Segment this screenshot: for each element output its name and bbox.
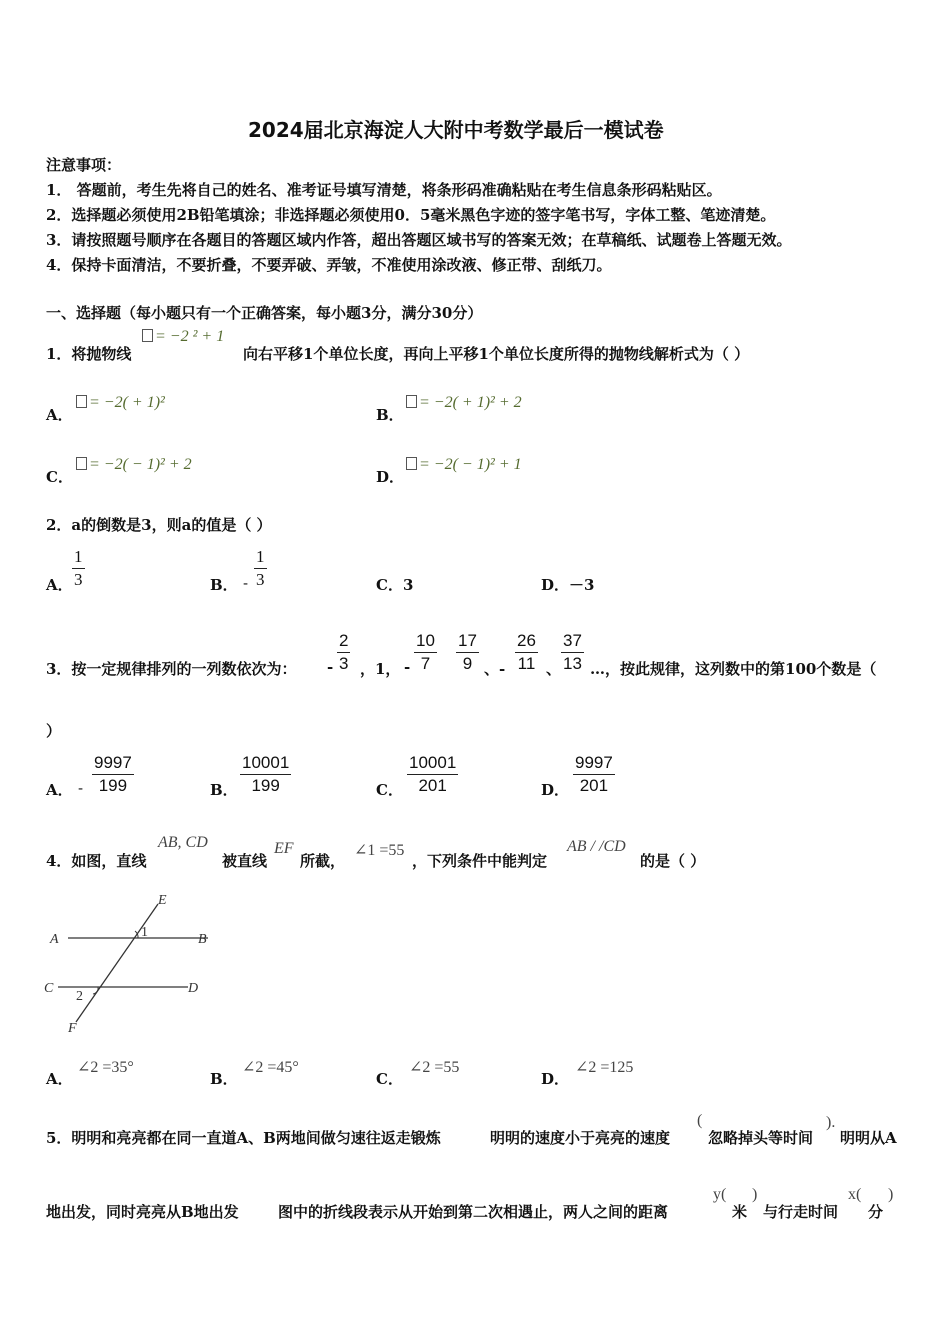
q2-stem: 2．a的倒数是3，则a的值是（ ） (46, 516, 272, 534)
q5-line2-c: 与行走时间 (763, 1203, 839, 1221)
q4-stem-2: 被直线 (222, 852, 268, 870)
q5-x-unit: 分 (868, 1203, 884, 1221)
notice-item-3: 3．请按照题号顺序在各题目的答题区域内作答，超出答题区域书写的答案无效；在草稿纸、试题卷上答题无效。 (46, 231, 792, 249)
q3-stem-post: …，按此规律，这列数中的第100个数是（ (590, 660, 877, 678)
q2-option-b-label: B． (210, 576, 238, 594)
label-e: E (158, 893, 167, 908)
q5-line2-a: 地出发，同时亮亮从B地出发 (46, 1203, 239, 1221)
q2-option-a-label: A． (46, 576, 73, 594)
q5-line1-c: 忽略掉头等时间 (708, 1129, 814, 1147)
q4-stem-4: ，下列条件中能判定 (412, 852, 548, 870)
q4-option-b-label: B． (210, 1070, 238, 1088)
q3-option-d-label: D． (541, 781, 570, 799)
q3-option-b-label: B． (210, 781, 238, 799)
label-c: C (44, 981, 54, 996)
q4-option-b-expr: ∠2 =45° (242, 1059, 299, 1076)
q4-math-ab-cd: AB, CD (158, 834, 208, 851)
q5-line2-b: 图中的折线段表示从开始到第二次相遇止，两人之间的距离 (278, 1203, 669, 1221)
q3-option-b-fraction: $\frac{10001}{199}$ (242, 753, 290, 795)
q1-stem-post: 向右平移1个单位长度，再向上平移1个单位长度所得的抛物线解析式为（ ） (243, 345, 750, 363)
q3-seq-6-sign: 、 (546, 660, 562, 678)
q3-option-a-sign: - (78, 779, 84, 797)
q2-option-d: D．－3 (541, 576, 595, 594)
q3-seq-3-fraction: $\frac{10}{7}$ (416, 631, 435, 673)
q3-seq-3-sign: - (404, 658, 411, 676)
q4-option-d-expr: ∠2 =125 (575, 1059, 634, 1076)
q3-seq-5-sign: 、- (484, 660, 506, 678)
q2-option-c: C．3 (376, 576, 414, 594)
q4-option-a-expr: ∠2 =35° (77, 1059, 134, 1076)
q4-math-angle1: ∠1 =55 (354, 842, 405, 859)
line-ef (76, 904, 158, 1022)
q5-line1-b: 明明的速度小于亮亮的速度 (490, 1129, 671, 1147)
label-b: B (198, 932, 207, 947)
q3-option-c-label: C． (376, 781, 403, 799)
q5-x-close: ) (888, 1186, 894, 1203)
notice-item-2: 2．选择题必须使用2B铅笔填涂；非选择题必须使用0．5毫米黑色字迹的签字笔书写，字体工整、笔迹清楚。 (46, 206, 776, 224)
q4-option-c-label: C． (376, 1070, 403, 1088)
q3-seq-5-fraction: $\frac{26}{11}$ (517, 631, 536, 673)
q5-y-var: y( (713, 1186, 727, 1203)
q3-option-a-fraction: $\frac{9997}{199}$ (94, 753, 132, 795)
angle2-arc (93, 987, 98, 994)
q4-option-c-expr: ∠2 =55 (409, 1059, 460, 1076)
label-1: 1 (141, 925, 148, 940)
q4-stem-5: 的是（ ） (640, 852, 706, 870)
q3-option-c-fraction: $\frac{10001}{201}$ (409, 753, 457, 795)
q3-seq-1-sign: - (327, 658, 334, 676)
q5-paren-open: ( (697, 1112, 703, 1129)
label-d: D (188, 981, 199, 996)
label-2: 2 (76, 989, 83, 1004)
q5-x-var: x( (848, 1186, 862, 1203)
q3-seq-6-fraction: $\frac{37}{13}$ (563, 631, 582, 673)
q2-option-a-fraction: $\frac{1}{3}$ (74, 547, 83, 589)
q3-seq-4-fraction: $\frac{17}{9}$ (458, 631, 477, 673)
q5-line1-a: 5．明明和亮亮都在同一直道A、B两地间做匀速往返走锻炼 (46, 1129, 441, 1147)
q1-formula: = −2 ² + 1 (140, 328, 224, 346)
label-f: F (68, 1021, 77, 1036)
q4-option-d-label: D． (541, 1070, 570, 1088)
q5-line1-d: 明明从A (840, 1129, 897, 1147)
page-title: 2024届北京海淀人大附中考数学最后一模试卷 (248, 118, 664, 142)
q2-option-b-sign: - (243, 574, 249, 592)
q1-stem-pre: 1．将抛物线 (46, 345, 132, 363)
q1-option-b-label: B． (376, 406, 404, 424)
q4-math-parallel: AB / /CD (567, 838, 626, 855)
q1-option-d-expr: = −2( − 1)² + 1 (404, 456, 522, 474)
q3-stem-close: ） (46, 722, 62, 740)
q5-paren-close: ). (826, 1114, 836, 1131)
q4-stem-3: 所截， (300, 852, 346, 870)
q4-figure (40, 890, 220, 1038)
q4-stem-1: 4．如图，直线 (46, 852, 147, 870)
q3-option-a-label: A． (46, 781, 73, 799)
q1-option-c-label: C． (46, 468, 73, 486)
q3-seq-sep: ，1， (360, 660, 401, 678)
q4-option-a-label: A． (46, 1070, 73, 1088)
q5-y-unit: 米 (732, 1203, 748, 1221)
q1-option-d-label: D． (376, 468, 405, 486)
q1-option-c-expr: = −2( − 1)² + 2 (74, 456, 192, 474)
q1-option-a-label: A． (46, 406, 73, 424)
q1-option-a-expr: = −2( + 1)² (74, 394, 165, 412)
label-a: A (50, 932, 59, 947)
q3-stem-pre: 3．按一定规律排列的一列数依次为： (46, 660, 297, 678)
q1-option-b-expr: = −2( + 1)² + 2 (404, 394, 522, 412)
q5-y-close: ) (752, 1186, 758, 1203)
notice-heading: 注意事项： (46, 156, 122, 174)
q2-option-b-fraction: $\frac{1}{3}$ (256, 547, 265, 589)
section-heading: 一、选择题（每小题只有一个正确答案，每小题3分，满分30分） (46, 304, 483, 322)
notice-item-1: 1． 答题前，考生先将自己的姓名、准考证号填写清楚，将条形码准确粘贴在考生信息条形码粘贴区。 (46, 181, 722, 199)
q4-math-ef: EF (274, 840, 294, 857)
q3-option-d-fraction: $\frac{9997}{201}$ (575, 753, 613, 795)
q3-seq-1-fraction: $\frac{2}{3}$ (339, 631, 349, 673)
notice-item-4: 4．保持卡面清洁，不要折叠，不要弄破、弄皱，不准使用涂改液、修正带、刮纸刀。 (46, 256, 612, 274)
